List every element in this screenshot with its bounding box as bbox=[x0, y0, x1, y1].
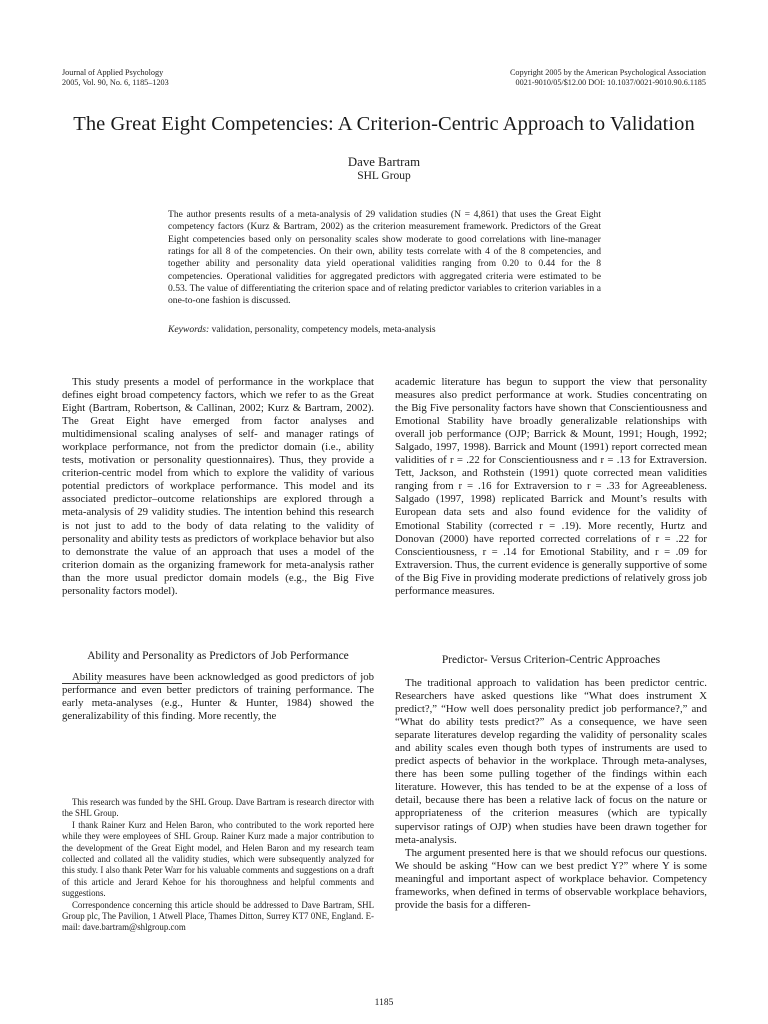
author-name: Dave Bartram bbox=[347, 155, 421, 169]
intro-text: This study presents a model of performance in the workplace that defines eight broad competency factors, which we refer to as the Great Eight (Bartram, Robertson, & Callinan, 2002; Kurz & Bartram, 2002). The Great Eight have emerged from factor analyses and multidimensional scaling analyses of self- and manager ratings of workplace performance, not from the predictor domain (i.e., ability tests, motivation or personality questionnaires). Thus, they provide a criterion-centric model from which to explore the validity of various potential predictors of workplace performance. This model and its associated predictor–outcome relationships are explored through a meta-analysis of 29 validity studies. The intention behind this research is not just to add to the body of data relating to the validity of personality and ability tests as predictors of workplace behavior but also to demonstrate the value of an approach that uses a model of the criterion domain as the organizing framework for meta-analysis rather than the more usual predictor domain models (e.g., the Big Five personality factors model). bbox=[62, 376, 374, 597]
approaches-paragraphs bbox=[395, 677, 707, 912]
copyright-header bbox=[510, 68, 706, 87]
keywords bbox=[168, 324, 601, 336]
section-heading-approaches: Predictor- Versus Criterion-Centric Approaches bbox=[441, 654, 661, 666]
ability-text: Ability measures have been acknowledged as good predictors of job performance and even better predictors of training performance. The early meta-analyses (e.g., Hunter & Hunter, 1984) showed the generalizability of this finding. More recently, the bbox=[62, 671, 374, 723]
journal-volume: 2005, Vol. 90, No. 6, 1185–1203 bbox=[62, 77, 169, 87]
continuation-text: academic literature has begun to support the view that personality measures also predict performance at work. Studies concentrating on the Big Five personality factors have shown that Conscientiousness and Emotional Stability have broadly generalizable relationships with overall job performance (OJP; Barrick & Mount, 1991; Hough, 1992; Salgado, 1997, 1998). Barrick and Mount (1991) report corrected mean validities of r = .22 for Conscientiousness and r = .13 for Extraversion. Tett, Jackson, and Rothstein (1991) quote corrected mean validities ranging from r = .16 for Extraversion to r = .33 for Agreeableness. Salgado (1997, 1998) replicated Barrick and Mount’s results with European data sets and also found evidence for the validity of Emotional Stability (corrected r = .19). More recently, Hurtz and Donovan (2000) have reported corrected correlations of r = .22 for Conscientiousness, r = .14 for Emotional Stability, and r = .09 for Extraversion. Thus, the current evidence is generally supportive of some of the Big Five in providing moderate predictions of relatively gross job performance measures. bbox=[395, 376, 707, 597]
footnote-rule bbox=[62, 683, 182, 684]
intro-paragraph bbox=[62, 376, 374, 598]
footnote-acknowledgments: I thank Rainer Kurz and Helen Baron, who contributed to the work reported here while they were employees of SHL Group. Rainer Kurz made a major contribution to the development of the Great Eight model, and Helen Baron and my research team collected and collated all the validity studies, which were subsequently analyzed for this study. I also thank Peter Warr for his valuable comments and suggestions on a draft of this article and Jerard Kehoe for his thoroughness and helpful comments and suggestions. bbox=[62, 819, 374, 899]
abstract: The author presents results of a meta-analysis of 29 validation studies (N = 4,861) that uses the Great Eight competency factors (Kurz & Bartram, 2002) as the criterion measurement framework. Predictors of the Great Eight competencies based only on personality scales show moderate to good correlations with line-manager ratings for all 8 of the competencies. On their own, ability tests correlate with 4 of the 8 competencies, and together ability and personality data yield operational validities ranging from 0.20 to 0.44 for the 8 competencies. Operational validities for aggregated predictors with aggregated criteria were estimated to be 0.53. The value of differentiating the criterion space and of relating predictor variables to criterion variables in a one-to-one fashion is discussed. bbox=[168, 209, 601, 307]
copyright-line: Copyright 2005 by the American Psychological Association bbox=[509, 68, 706, 77]
journal-name: Journal of Applied Psychology bbox=[62, 68, 164, 77]
right-continuation bbox=[395, 376, 707, 598]
footnote-funding: This research was funded by the SHL Group. Dave Bartram is research director with the SHL Group. bbox=[62, 797, 374, 819]
article-title: The Great Eight Competencies: A Criterion-Centric Approach to Validation bbox=[73, 113, 695, 135]
doi-line: 0021-9010/05/$12.00 DOI: 10.1037/0021-9010.90.6.1185 bbox=[515, 77, 706, 87]
ability-paragraph bbox=[62, 671, 374, 723]
page-number: 1185 bbox=[374, 998, 394, 1008]
keywords-text: validation, personality, competency models, meta-analysis bbox=[211, 324, 436, 335]
keywords-label: Keywords: bbox=[168, 324, 210, 335]
footnote-correspondence: Correspondence concerning this article should be addressed to Dave Bartram, SHL Group plc, The Pavilion, 1 Atwell Place, Thames Ditton, Surrey KT7 0NE, England. E-mail: dave.bartram@shlgroup.com bbox=[62, 899, 374, 933]
footnotes bbox=[62, 797, 374, 934]
approaches-para-1: The traditional approach to validation has been predictor centric. Researchers have asked questions like “What does instrument X predict?,” “How well does personality predict job performance?,” and “What do ability tests predict?” As a consequence, we have seen separate literatures develop regarding the validity of personality scales and ability scales even though both types of instruments are used to predict aspects of behavior in the workplace. Through meta-analyses, there has been some pulling together of the findings within each literature. However, this has tended to be at the expense of a loss of detail, because there has been a relative lack of focus on the nature or appropriateness of the criterion measures (which are typically supervisor ratings of OJP) when studies have been drawn together for meta-analysis. bbox=[395, 677, 707, 846]
approaches-para-2: The argument presented here is that we should refocus our questions. We should be asking “How can we best predict Y?” where Y is some meaningful and important aspect of workplace behavior. Competency frameworks, when defined in terms of observable workplace behaviors, provide the basis for a differen- bbox=[395, 846, 707, 911]
section-heading-ability: Ability and Personality as Predictors of Job Performance bbox=[87, 650, 349, 662]
author-affiliation: SHL Group bbox=[357, 170, 411, 182]
journal-header bbox=[62, 68, 169, 87]
